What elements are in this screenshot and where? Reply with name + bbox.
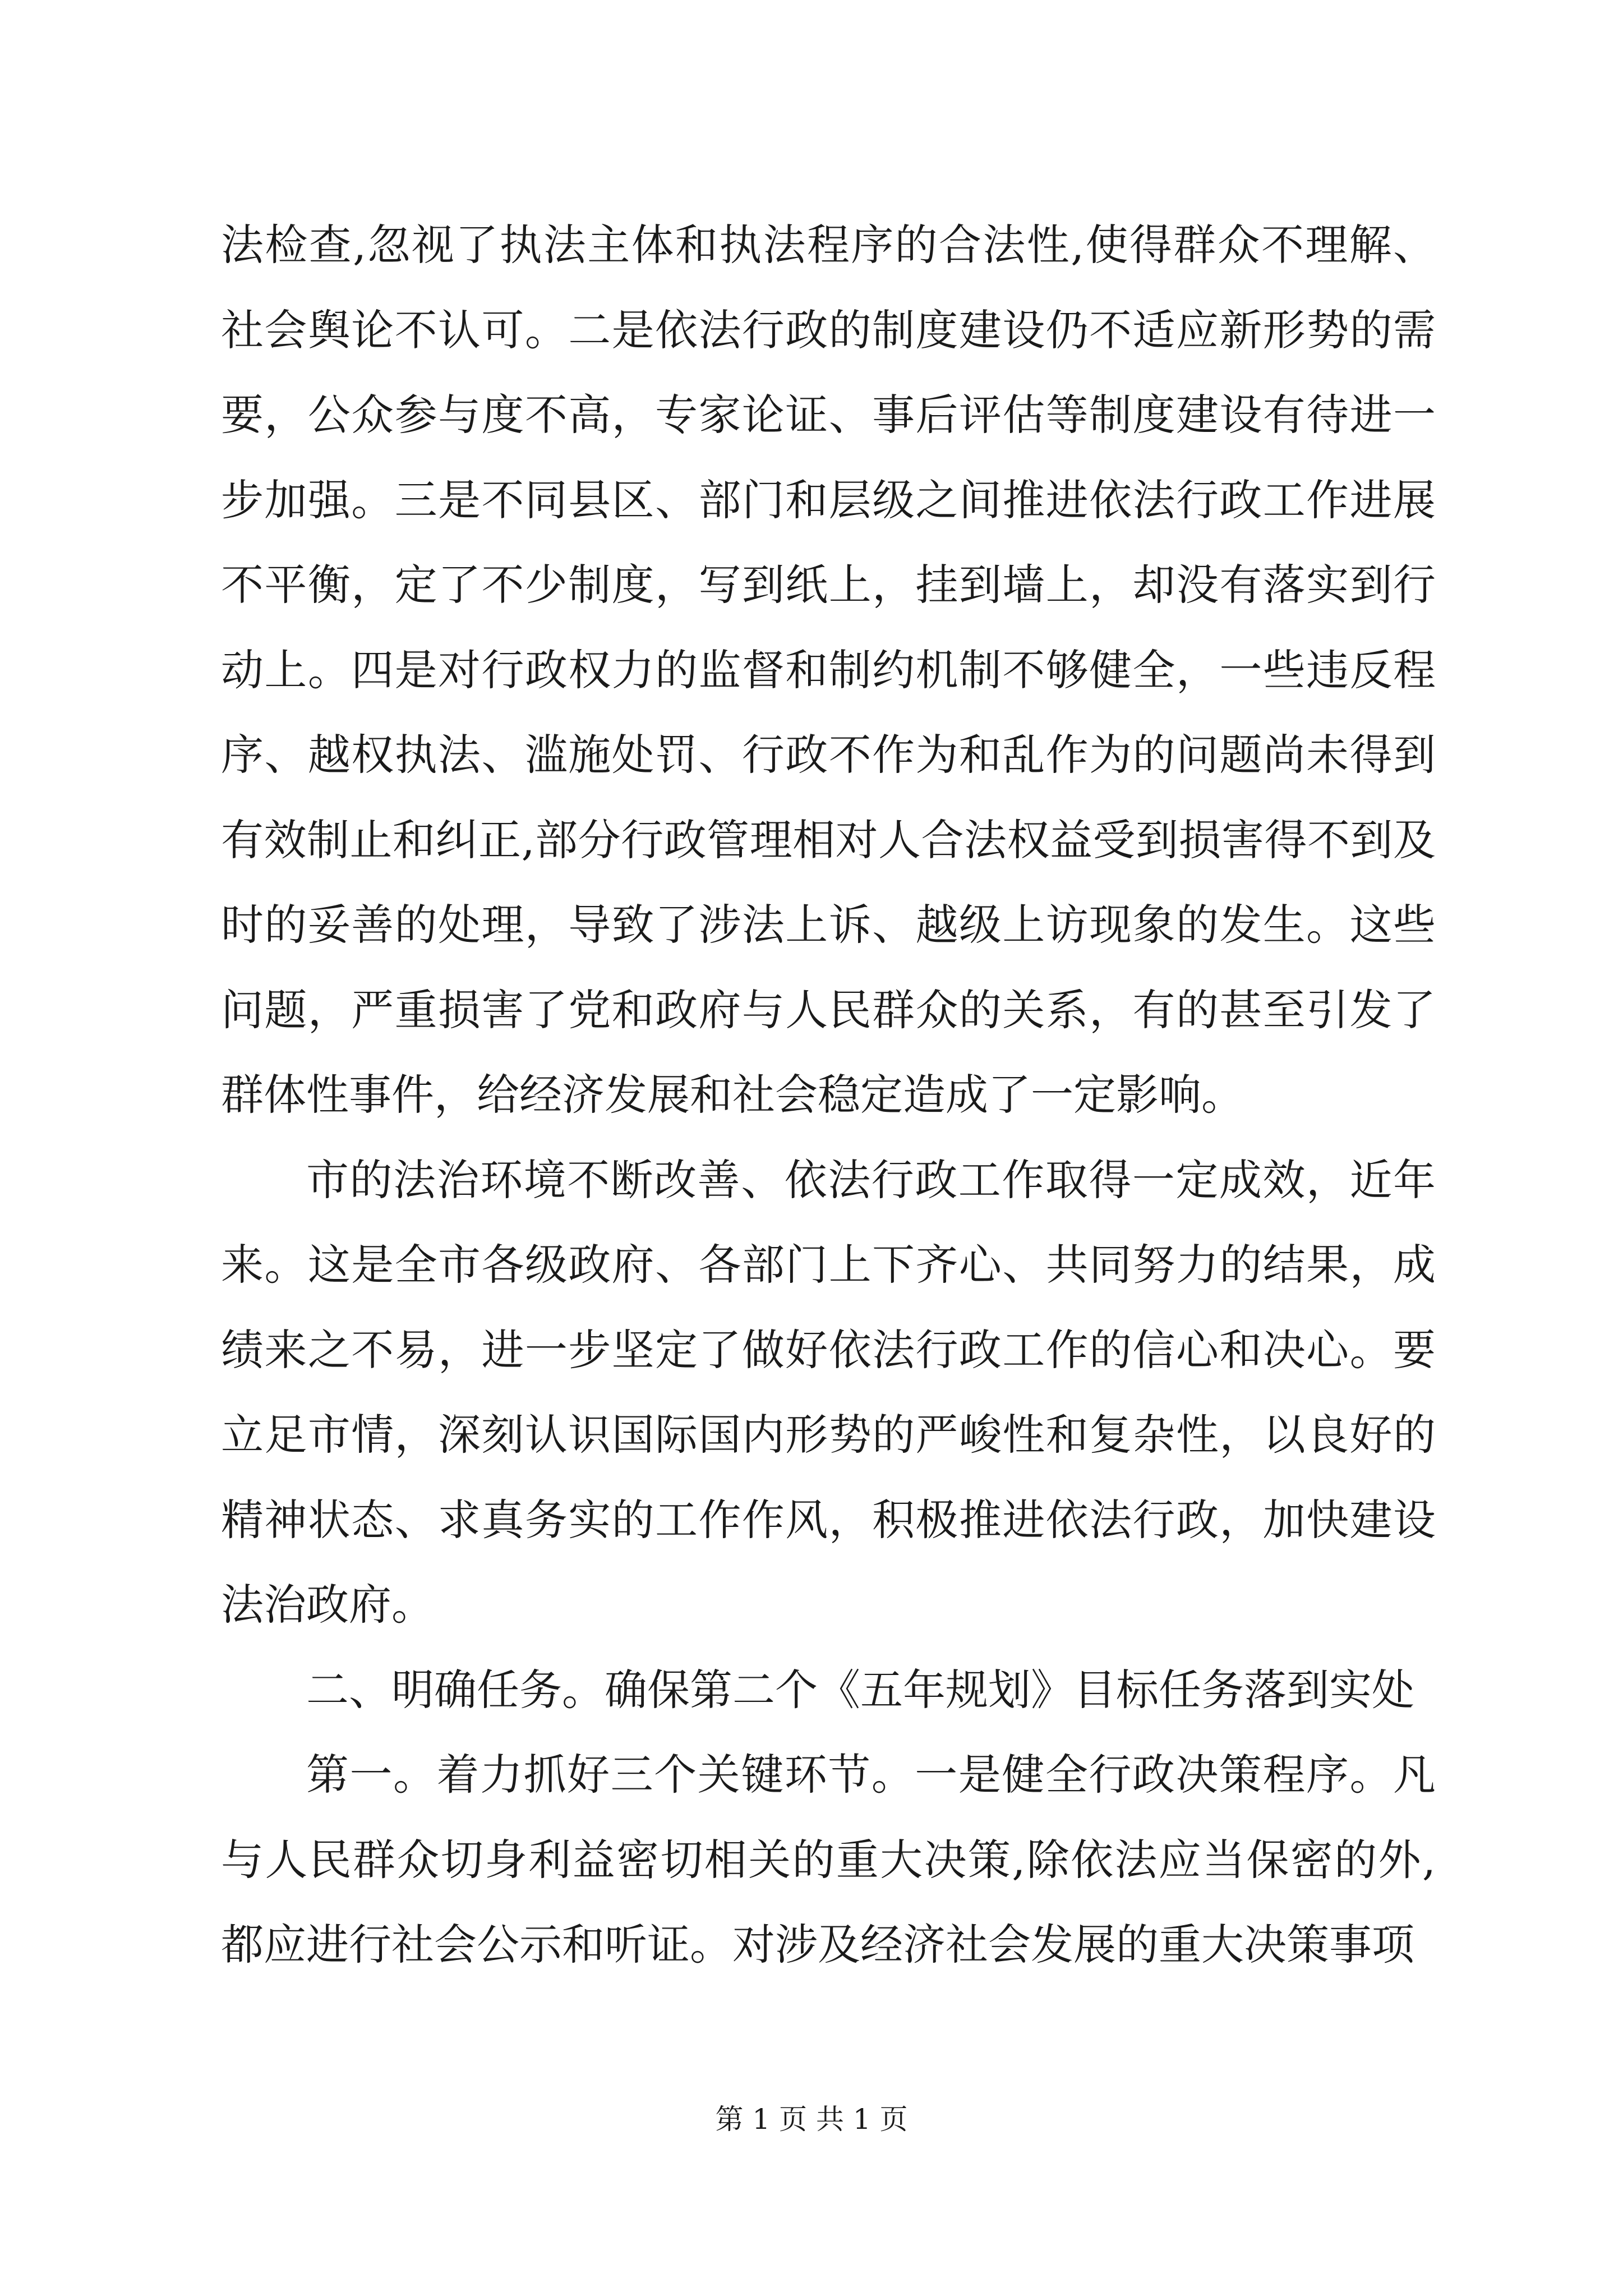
section-heading: 二、明确任务。确保第二个《五年规划》目标任务落到实处 <box>306 1664 1414 1715</box>
page-number: 第 1 页 共 1 页 <box>715 2103 908 2136</box>
document-body <box>221 203 1436 1987</box>
paragraph-first-task: 第一。着力抓好三个关键环节。一是健全行政决策程序。凡与人民群众切身利益密切相关的重大决策,除依法应当保密的外,都应进行社会公示和听证。对涉及经济社会发展的重大决策事项 <box>221 1750 1436 1970</box>
paragraph-continuation: 法检查,忽视了执法主体和执法程序的合法性,使得群众不理解、社会舆论不认可。二是依法行政的制度建设仍不适应新形势的需要，公众参与度不高，专家论证、事后评估等制度建设有待进一步加强。三是不同县区、部门和层级之间推进依法行政工作进展不平衡，定了不少制度，写到纸上，挂到墙上，却没有落实到行动上。四是对行政权力的监督和制约机制不够健全，一些违反程序、越权执法、滥施处罚、行政不作为和乱作为的问题尚未得到有效制止和纠正,部分行政管理相对人合法权益受到损害得不到及时的妥善的处理，导致了涉法上诉、越级上访现象的发生。这些问题，严重损害了党和政府与人民群众的关系，有的甚至引发了群体性事件，给经济发展和社会稳定造成了一定影响。 <box>221 220 1436 1120</box>
paragraph-achievements: 市的法治环境不断改善、依法行政工作取得一定成效，近年来。这是全市各级政府、各部门上下齐心、共同努力的结果，成绩来之不易，进一步坚定了做好依法行政工作的信心和决心。要立足市情，深刻认识国际国内形势的严峻性和复杂性，以良好的精神状态、求真务实的工作作风，积极推进依法行政，加快建设法治政府。 <box>221 1154 1436 1630</box>
